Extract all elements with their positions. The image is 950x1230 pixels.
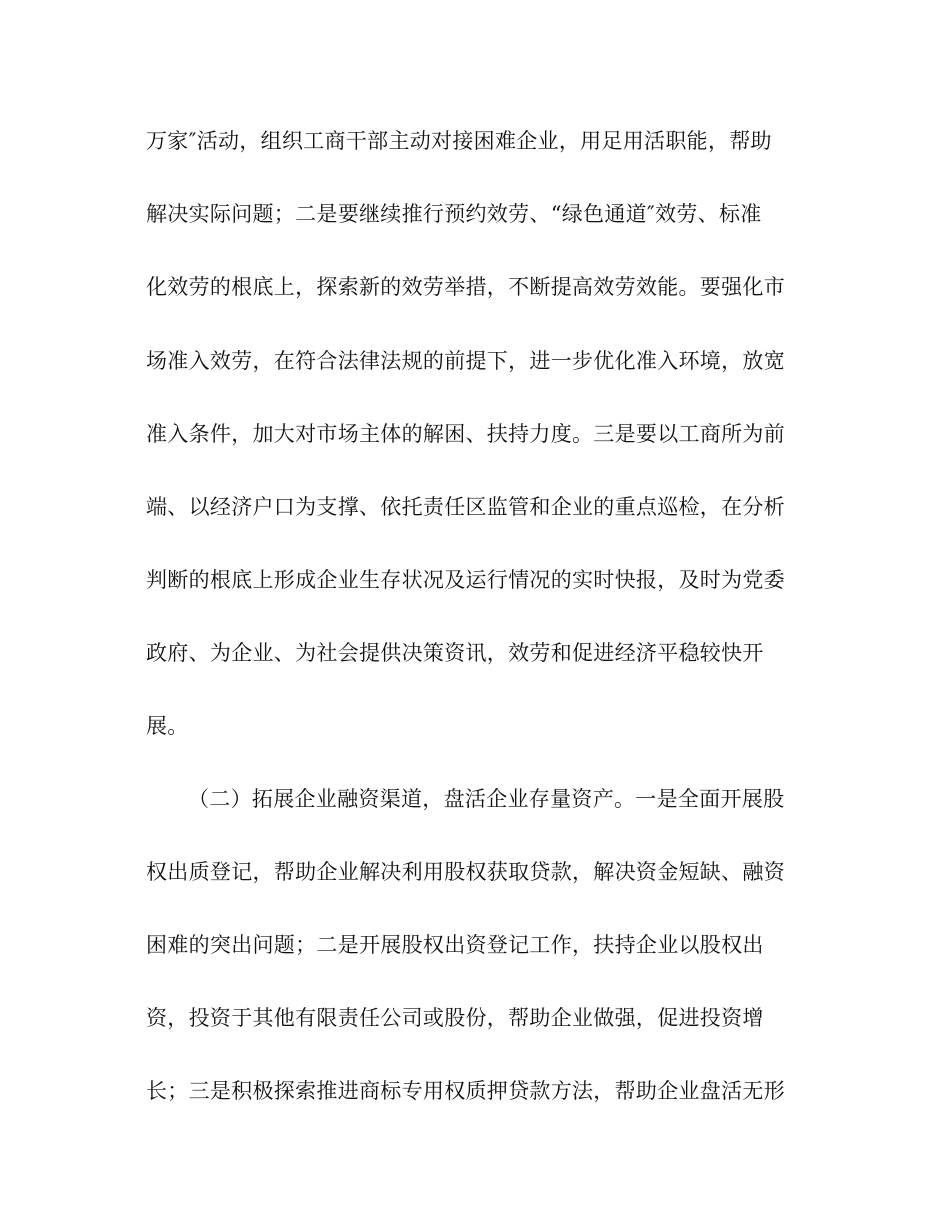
paragraph-1-line-2: 解决实际问题；二是要继续推行预约效劳、“绿色通道″效劳、标准	[146, 202, 762, 226]
paragraph-1-line-7: 判断的根底上形成企业生存状况及运行情况的实时快报，及时为党委	[146, 568, 785, 592]
paragraph-1-line-4: 场准入效劳，在符合法律法规的前提下，进一步优化准入环境，放宽	[146, 349, 785, 373]
paragraph-1-line-1: 万家″活动，组织工商干部主动对接困难企业，用足用活职能，帮助	[146, 129, 772, 153]
paragraph-2-line-2: 权出质登记，帮助企业解决利用股权获取贷款，解决资金短缺、融资	[146, 860, 785, 884]
paragraph-1-line-9: 展。	[146, 714, 189, 738]
paragraph-1-line-3: 化效劳的根底上，探索新的效劳举措，不断提高效劳效能。要强化市	[146, 275, 785, 299]
paragraph-2-line-4: 资，投资于其他有限责任公司或股份，帮助企业做强，促进投资增	[146, 1006, 764, 1030]
paragraph-2-line-1: （二）拓展企业融资渠道，盘活企业存量资产。一是全面开展股	[188, 787, 785, 811]
paragraph-1-line-5: 准入条件，加大对市场主体的解困、扶持力度。三是要以工商所为前	[146, 422, 785, 446]
paragraph-1-line-8: 政府、为企业、为社会提供决策资讯，效劳和促进经济平稳较快开	[146, 641, 764, 665]
paragraph-1-line-6: 端、以经济户口为支撑、依托责任区监管和企业的重点巡检，在分析	[146, 495, 785, 519]
paragraph-2-line-3: 困难的突出问题；二是开展股权出资登记工作，扶持企业以股权出	[146, 933, 764, 957]
paragraph-2-line-5: 长；三是积极探索推进商标专用权质押贷款方法，帮助企业盘活无形	[146, 1079, 785, 1103]
